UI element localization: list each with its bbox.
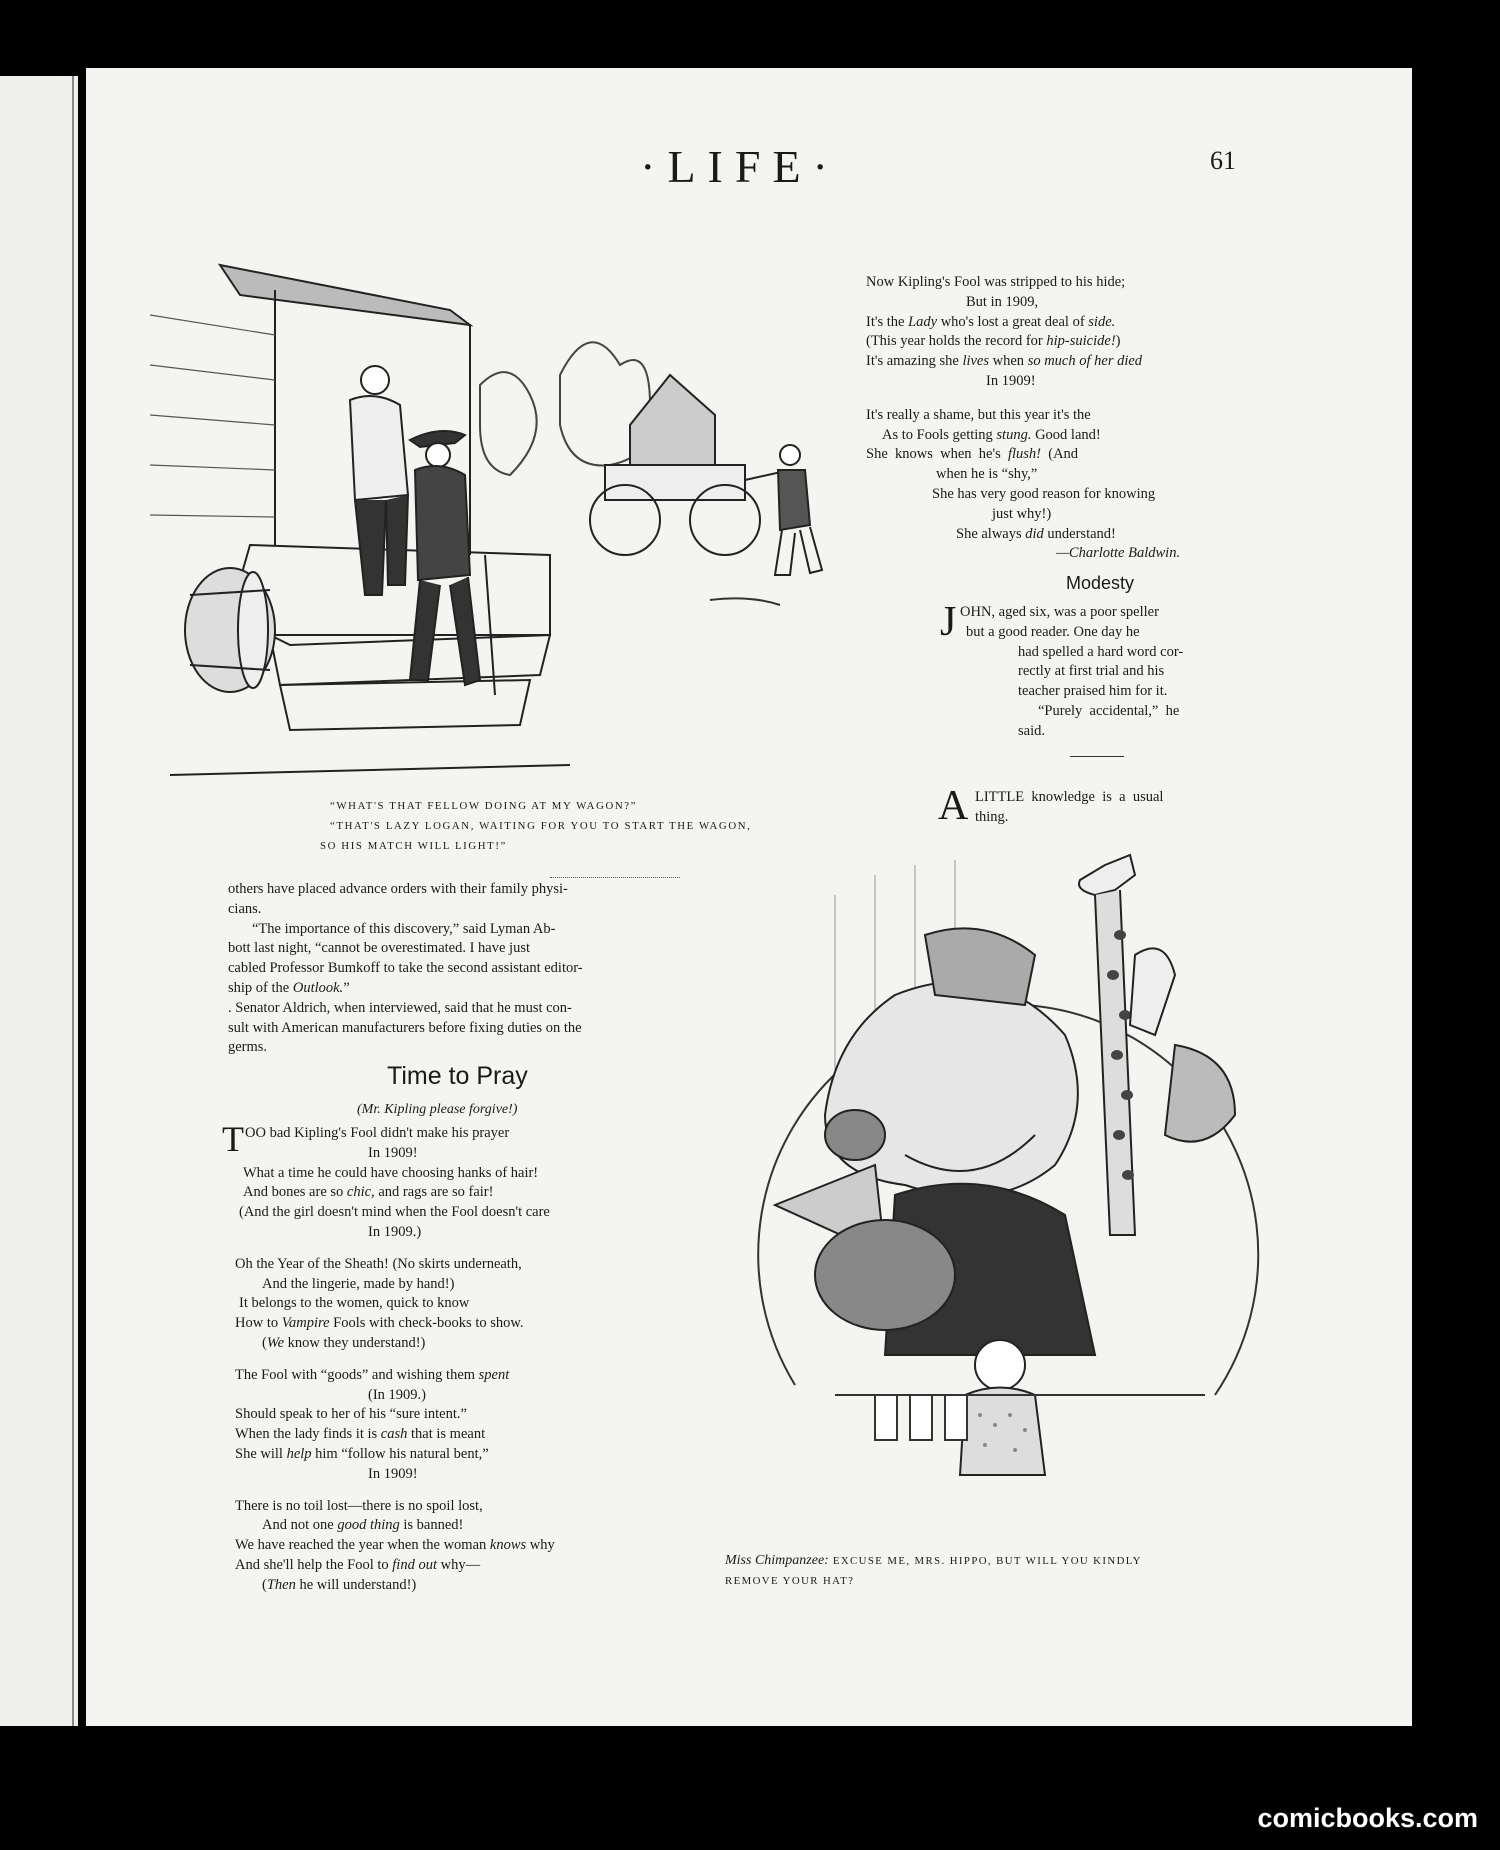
poem-line: In 1909.) (368, 1223, 422, 1240)
poem-end-line: In 1909! (986, 372, 1036, 389)
article-line: “The importance of this discovery,” said Lyman Ab- (252, 920, 556, 937)
article-line: ship of the Outlook.” (228, 979, 350, 996)
modesty-line: had spelled a hard word cor- (1018, 643, 1184, 660)
left-page-edge (0, 76, 78, 1726)
poem-end-line: But in 1909, (966, 293, 1039, 310)
poem-line: She will help him “follow his natural bent,” (235, 1445, 489, 1462)
poem-end-line: Now Kipling's Fool was stripped to his hide; (866, 274, 1126, 290)
poem-end-author: —Charlotte Baldwin. (1056, 545, 1181, 562)
article-line: sult with American manufacturers before fixing duties on the (228, 1019, 582, 1036)
poem-line: (And the girl doesn't mind when the Fool doesn't care (239, 1204, 550, 1221)
poem-title: Time to Pray (387, 1062, 528, 1090)
poem-line: (In 1909.) (368, 1386, 426, 1403)
poem-line: And the lingerie, made by hand!) (262, 1275, 455, 1292)
caption2-line2: REMOVE YOUR HAT? (725, 1575, 855, 1587)
cartoon-theater-animals-illustration (735, 835, 1295, 1535)
poem-end-line: She knows when he's flush! (And (866, 446, 1079, 463)
poem-end-line: (This year holds the record for hip-suicide!) (866, 333, 1121, 350)
poem-line: OO bad Kipling's Fool didn't make his prayer (245, 1125, 510, 1141)
poem-line: And she'll help the Fool to find out why— (235, 1556, 481, 1573)
caption2-line1: EXCUSE ME, MRS. HIPPO, BUT WILL YOU KINDLY (832, 1555, 1142, 1567)
little-knowledge-dropcap: A (938, 783, 969, 829)
poem-end-line: It's really a shame, but this year it's the (866, 406, 1091, 423)
poem-line: Oh the Year of the Sheath! (No skirts underneath, (235, 1255, 522, 1272)
poem-line: (Then he will understand!) (262, 1576, 417, 1593)
poem-end-line: just why!) (992, 505, 1052, 522)
poem-line: And not one good thing is banned! (262, 1517, 464, 1534)
cartoon2-caption (725, 1550, 1285, 1591)
article-line: others have placed advance orders with their family physi- (228, 881, 568, 897)
little-knowledge-line: LITTLE knowledge is a usual (975, 789, 1164, 805)
modesty-line: OHN, aged six, was a poor speller (960, 604, 1159, 620)
article-line: cians. (228, 900, 262, 917)
caption2-speaker: Miss Chimpanzee: (725, 1553, 829, 1568)
poem-end-line: She always did understand! (956, 525, 1116, 542)
poem-line: The Fool with “goods” and wishing them spent (235, 1366, 510, 1383)
modesty-line: “Purely accidental,” he (1038, 702, 1180, 719)
section-divider (1070, 756, 1124, 757)
cartoon1-caption (320, 796, 752, 856)
modesty-line: teacher praised him for it. (1018, 683, 1168, 700)
poem-dropcap: T (222, 1119, 244, 1159)
modesty-title: Modesty (1066, 573, 1135, 593)
article-continuation (228, 880, 724, 1058)
article-line: cabled Professor Bumkoff to take the second assistant editor- (228, 960, 583, 977)
poem-end-line: when he is “shy,” (936, 466, 1038, 483)
article-line: bott last night, “cannot be overestimated. I have just (228, 940, 531, 957)
article-line: germs. (228, 1039, 268, 1056)
poem-body (235, 1124, 735, 1596)
caption1-line2: “THAT'S LAZY LOGAN, WAITING FOR YOU TO START THE WAGON, (330, 820, 752, 832)
poem-line: How to Vampire Fools with check-books to show. (235, 1315, 524, 1332)
article-line: . Senator Aldrich, when interviewed, said that he must con- (228, 999, 572, 1016)
poem-line: And bones are so chic, and rags are so fair! (243, 1184, 494, 1201)
cartoon-porch-wagon-illustration (150, 255, 850, 795)
modesty-dropcap: J (940, 599, 957, 645)
poem-line: Should speak to her of his “sure intent.” (235, 1406, 467, 1423)
poem-line: In 1909! (368, 1144, 418, 1161)
page-number: 61 (1210, 146, 1236, 175)
poem-line: (We know they understand!) (262, 1334, 426, 1351)
poem-line: What a time he could have choosing hanks of hair! (243, 1164, 539, 1181)
poem-line: It belongs to the women, quick to know (239, 1295, 470, 1312)
site-watermark: comicbooks.com (1257, 1803, 1478, 1833)
poem-line: In 1909! (368, 1465, 418, 1482)
poem-end-line: She has very good reason for knowing (932, 485, 1156, 502)
poem-line: When the lady finds it is cash that is meant (235, 1426, 486, 1443)
modesty-text (960, 603, 1260, 742)
poem-line: There is no toil lost—there is no spoil lost, (235, 1497, 483, 1514)
modesty-line: but a good reader. One day he (966, 623, 1140, 640)
little-knowledge-line: thing. (975, 808, 1009, 825)
modesty-line: said. (1018, 722, 1045, 739)
modesty-line: rectly at first trial and his (1018, 663, 1165, 680)
poem-end-line: It's the Lady who's lost a great deal of side. (866, 313, 1116, 330)
poem-end-line: It's amazing she lives when so much of her died (866, 353, 1143, 370)
poem-line: We have reached the year when the woman knows why (235, 1537, 555, 1554)
caption1-line3: SO HIS MATCH WILL LIGHT!” (320, 840, 507, 852)
poem-end-line: As to Fools getting stung. Good land! (882, 426, 1101, 443)
column-divider (550, 877, 680, 879)
poem-subtitle: (Mr. Kipling please forgive!) (357, 1102, 518, 1117)
masthead: ·LIFE· (640, 141, 840, 192)
caption1-line1: “WHAT'S THAT FELLOW DOING AT MY WAGON?” (330, 800, 638, 812)
little-knowledge-text (975, 788, 1275, 828)
poem-continuation (866, 273, 1256, 564)
